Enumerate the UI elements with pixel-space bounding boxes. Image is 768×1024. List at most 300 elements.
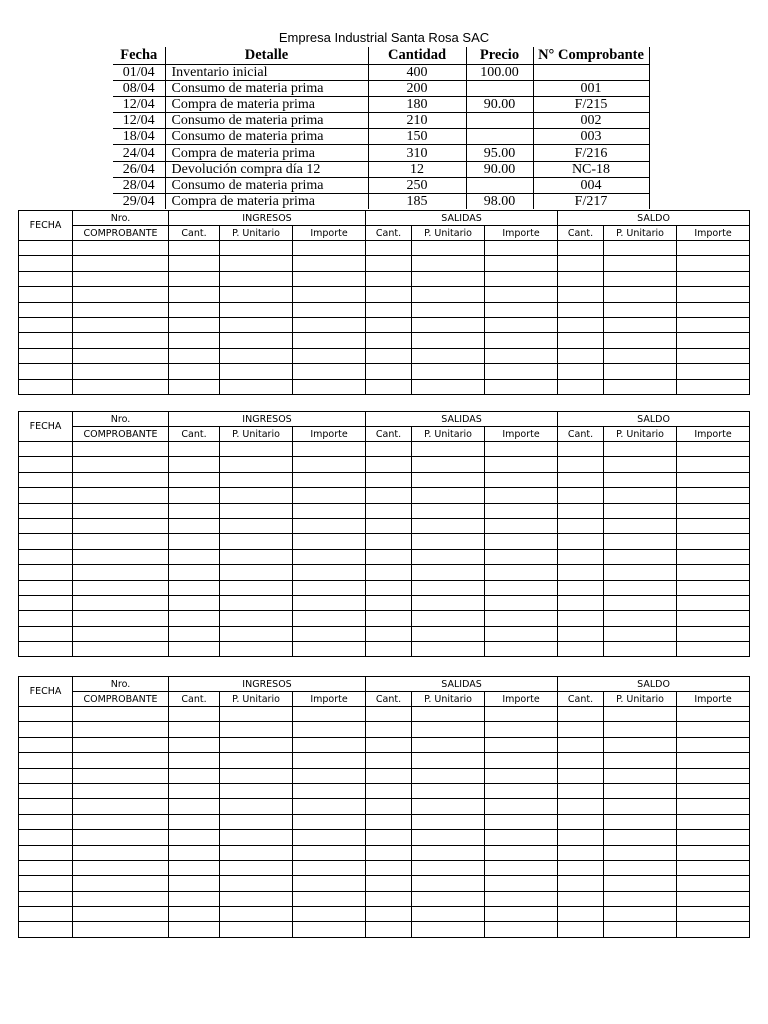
kardex-cell[interactable] [366,518,412,533]
kardex-cell[interactable] [412,241,485,256]
kardex-cell[interactable] [169,317,220,332]
kardex-cell[interactable] [412,256,485,271]
kardex-cell[interactable] [73,753,169,768]
kardex-cell[interactable] [169,707,220,722]
kardex-cell[interactable] [169,565,220,580]
kardex-cell[interactable] [169,457,220,472]
kardex-cell[interactable] [220,549,293,564]
kardex-cell[interactable] [73,256,169,271]
kardex-cell[interactable] [220,768,293,783]
kardex-cell[interactable] [220,379,293,394]
kardex-cell[interactable] [73,611,169,626]
kardex-cell[interactable] [412,364,485,379]
kardex-cell[interactable] [169,626,220,641]
kardex-cell[interactable] [220,348,293,363]
kardex-cell[interactable] [604,348,677,363]
kardex-cell[interactable] [19,814,73,829]
kardex-cell[interactable] [366,271,412,286]
kardex-cell[interactable] [169,549,220,564]
kardex-cell[interactable] [604,768,677,783]
kardex-cell[interactable] [73,922,169,937]
kardex-cell[interactable] [604,333,677,348]
kardex-cell[interactable] [604,565,677,580]
kardex-cell[interactable] [169,845,220,860]
kardex-cell[interactable] [19,907,73,922]
kardex-cell[interactable] [169,348,220,363]
kardex-cell[interactable] [412,379,485,394]
kardex-cell[interactable] [19,707,73,722]
kardex-cell[interactable] [604,611,677,626]
kardex-cell[interactable] [293,241,366,256]
kardex-cell[interactable] [677,348,750,363]
kardex-cell[interactable] [677,753,750,768]
kardex-cell[interactable] [558,333,604,348]
kardex-cell[interactable] [485,241,558,256]
kardex-cell[interactable] [412,565,485,580]
kardex-cell[interactable] [604,271,677,286]
kardex-cell[interactable] [604,799,677,814]
kardex-cell[interactable] [220,333,293,348]
kardex-cell[interactable] [677,595,750,610]
kardex-cell[interactable] [412,611,485,626]
kardex-cell[interactable] [73,642,169,657]
kardex-cell[interactable] [73,287,169,302]
kardex-cell[interactable] [220,876,293,891]
kardex-cell[interactable] [19,442,73,457]
kardex-cell[interactable] [169,642,220,657]
kardex-cell[interactable] [19,611,73,626]
kardex-cell[interactable] [73,302,169,317]
kardex-cell[interactable] [366,626,412,641]
kardex-cell[interactable] [293,534,366,549]
kardex-cell[interactable] [73,626,169,641]
kardex-cell[interactable] [19,457,73,472]
kardex-cell[interactable] [485,722,558,737]
kardex-cell[interactable] [169,442,220,457]
kardex-cell[interactable] [73,457,169,472]
kardex-cell[interactable] [220,457,293,472]
kardex-cell[interactable] [220,580,293,595]
kardex-cell[interactable] [73,364,169,379]
kardex-cell[interactable] [604,845,677,860]
kardex-cell[interactable] [220,783,293,798]
kardex-cell[interactable] [169,891,220,906]
kardex-cell[interactable] [558,534,604,549]
kardex-cell[interactable] [73,783,169,798]
kardex-cell[interactable] [485,907,558,922]
kardex-cell[interactable] [293,457,366,472]
kardex-cell[interactable] [677,518,750,533]
kardex-cell[interactable] [412,737,485,752]
kardex-cell[interactable] [412,457,485,472]
kardex-cell[interactable] [73,737,169,752]
kardex-cell[interactable] [366,891,412,906]
kardex-cell[interactable] [412,722,485,737]
kardex-cell[interactable] [293,271,366,286]
kardex-cell[interactable] [19,503,73,518]
kardex-cell[interactable] [19,271,73,286]
kardex-cell[interactable] [366,241,412,256]
kardex-cell[interactable] [677,457,750,472]
kardex-cell[interactable] [558,768,604,783]
kardex-cell[interactable] [485,256,558,271]
kardex-cell[interactable] [677,611,750,626]
kardex-cell[interactable] [293,580,366,595]
kardex-cell[interactable] [558,595,604,610]
kardex-cell[interactable] [19,626,73,641]
kardex-cell[interactable] [293,626,366,641]
kardex-cell[interactable] [558,457,604,472]
kardex-cell[interactable] [604,642,677,657]
kardex-cell[interactable] [293,472,366,487]
kardex-cell[interactable] [677,783,750,798]
kardex-cell[interactable] [677,799,750,814]
kardex-cell[interactable] [366,457,412,472]
kardex-cell[interactable] [604,488,677,503]
kardex-cell[interactable] [412,642,485,657]
kardex-cell[interactable] [485,503,558,518]
kardex-cell[interactable] [412,549,485,564]
kardex-cell[interactable] [366,737,412,752]
kardex-cell[interactable] [485,534,558,549]
kardex-cell[interactable] [220,472,293,487]
kardex-cell[interactable] [366,317,412,332]
kardex-cell[interactable] [293,830,366,845]
kardex-cell[interactable] [366,876,412,891]
kardex-cell[interactable] [558,348,604,363]
kardex-cell[interactable] [220,241,293,256]
kardex-cell[interactable] [677,768,750,783]
kardex-cell[interactable] [604,876,677,891]
kardex-cell[interactable] [412,580,485,595]
kardex-cell[interactable] [366,488,412,503]
kardex-cell[interactable] [220,722,293,737]
kardex-cell[interactable] [485,922,558,937]
kardex-cell[interactable] [412,534,485,549]
kardex-cell[interactable] [366,472,412,487]
kardex-cell[interactable] [677,241,750,256]
kardex-cell[interactable] [220,518,293,533]
kardex-cell[interactable] [558,503,604,518]
kardex-cell[interactable] [677,626,750,641]
kardex-cell[interactable] [293,814,366,829]
kardex-cell[interactable] [73,595,169,610]
kardex-cell[interactable] [604,753,677,768]
kardex-cell[interactable] [558,549,604,564]
kardex-cell[interactable] [169,333,220,348]
kardex-cell[interactable] [19,488,73,503]
kardex-cell[interactable] [19,565,73,580]
kardex-cell[interactable] [293,737,366,752]
kardex-cell[interactable] [412,317,485,332]
kardex-cell[interactable] [485,333,558,348]
kardex-cell[interactable] [558,707,604,722]
kardex-cell[interactable] [73,799,169,814]
kardex-cell[interactable] [73,503,169,518]
kardex-cell[interactable] [366,256,412,271]
kardex-cell[interactable] [412,845,485,860]
kardex-cell[interactable] [73,580,169,595]
kardex-cell[interactable] [220,271,293,286]
kardex-cell[interactable] [293,876,366,891]
kardex-cell[interactable] [19,549,73,564]
kardex-cell[interactable] [366,302,412,317]
kardex-cell[interactable] [677,876,750,891]
kardex-cell[interactable] [169,472,220,487]
kardex-cell[interactable] [169,860,220,875]
kardex-cell[interactable] [366,845,412,860]
kardex-cell[interactable] [485,287,558,302]
kardex-cell[interactable] [293,642,366,657]
kardex-cell[interactable] [293,348,366,363]
kardex-cell[interactable] [677,333,750,348]
kardex-cell[interactable] [19,534,73,549]
kardex-cell[interactable] [412,799,485,814]
kardex-cell[interactable] [73,768,169,783]
kardex-cell[interactable] [366,799,412,814]
kardex-cell[interactable] [169,783,220,798]
kardex-cell[interactable] [604,518,677,533]
kardex-cell[interactable] [604,783,677,798]
kardex-cell[interactable] [412,302,485,317]
kardex-cell[interactable] [169,922,220,937]
kardex-cell[interactable] [366,860,412,875]
kardex-cell[interactable] [19,799,73,814]
kardex-cell[interactable] [412,442,485,457]
kardex-cell[interactable] [169,256,220,271]
kardex-cell[interactable] [169,595,220,610]
kardex-cell[interactable] [485,611,558,626]
kardex-cell[interactable] [604,737,677,752]
kardex-cell[interactable] [293,595,366,610]
kardex-cell[interactable] [604,472,677,487]
kardex-cell[interactable] [19,768,73,783]
kardex-cell[interactable] [293,860,366,875]
kardex-cell[interactable] [558,814,604,829]
kardex-cell[interactable] [677,642,750,657]
kardex-cell[interactable] [169,580,220,595]
kardex-cell[interactable] [677,256,750,271]
kardex-cell[interactable] [485,830,558,845]
kardex-cell[interactable] [604,830,677,845]
kardex-cell[interactable] [558,891,604,906]
kardex-cell[interactable] [366,442,412,457]
kardex-cell[interactable] [73,876,169,891]
kardex-cell[interactable] [366,379,412,394]
kardex-cell[interactable] [220,907,293,922]
kardex-cell[interactable] [366,348,412,363]
kardex-cell[interactable] [366,549,412,564]
kardex-cell[interactable] [169,534,220,549]
kardex-cell[interactable] [220,860,293,875]
kardex-cell[interactable] [677,503,750,518]
kardex-cell[interactable] [485,737,558,752]
kardex-cell[interactable] [604,922,677,937]
kardex-cell[interactable] [485,845,558,860]
kardex-cell[interactable] [220,799,293,814]
kardex-cell[interactable] [19,580,73,595]
kardex-cell[interactable] [485,472,558,487]
kardex-cell[interactable] [485,549,558,564]
kardex-cell[interactable] [19,317,73,332]
kardex-cell[interactable] [412,287,485,302]
kardex-cell[interactable] [73,891,169,906]
kardex-cell[interactable] [485,876,558,891]
kardex-cell[interactable] [366,287,412,302]
kardex-cell[interactable] [604,364,677,379]
kardex-cell[interactable] [169,302,220,317]
kardex-cell[interactable] [558,753,604,768]
kardex-cell[interactable] [604,503,677,518]
kardex-cell[interactable] [604,457,677,472]
kardex-cell[interactable] [677,830,750,845]
kardex-cell[interactable] [412,814,485,829]
kardex-cell[interactable] [293,722,366,737]
kardex-cell[interactable] [73,241,169,256]
kardex-cell[interactable] [558,379,604,394]
kardex-cell[interactable] [19,364,73,379]
kardex-cell[interactable] [412,595,485,610]
kardex-cell[interactable] [366,830,412,845]
kardex-cell[interactable] [558,256,604,271]
kardex-cell[interactable] [412,271,485,286]
kardex-cell[interactable] [19,891,73,906]
kardex-cell[interactable] [293,364,366,379]
kardex-cell[interactable] [485,891,558,906]
kardex-cell[interactable] [220,737,293,752]
kardex-cell[interactable] [558,845,604,860]
kardex-cell[interactable] [19,241,73,256]
kardex-cell[interactable] [485,799,558,814]
kardex-cell[interactable] [366,503,412,518]
kardex-cell[interactable] [485,457,558,472]
kardex-cell[interactable] [19,595,73,610]
kardex-cell[interactable] [220,534,293,549]
kardex-cell[interactable] [485,302,558,317]
kardex-cell[interactable] [73,549,169,564]
kardex-cell[interactable] [485,814,558,829]
kardex-cell[interactable] [677,891,750,906]
kardex-cell[interactable] [220,891,293,906]
kardex-cell[interactable] [485,348,558,363]
kardex-cell[interactable] [677,722,750,737]
kardex-cell[interactable] [677,379,750,394]
kardex-cell[interactable] [558,830,604,845]
kardex-cell[interactable] [220,302,293,317]
kardex-cell[interactable] [677,860,750,875]
kardex-cell[interactable] [558,271,604,286]
kardex-cell[interactable] [485,580,558,595]
kardex-cell[interactable] [412,518,485,533]
kardex-cell[interactable] [366,580,412,595]
kardex-cell[interactable] [19,642,73,657]
kardex-cell[interactable] [604,626,677,641]
kardex-cell[interactable] [604,860,677,875]
kardex-cell[interactable] [73,442,169,457]
kardex-cell[interactable] [677,317,750,332]
kardex-cell[interactable] [293,442,366,457]
kardex-cell[interactable] [19,256,73,271]
kardex-cell[interactable] [485,626,558,641]
kardex-cell[interactable] [485,379,558,394]
kardex-cell[interactable] [19,472,73,487]
kardex-cell[interactable] [366,534,412,549]
kardex-cell[interactable] [412,907,485,922]
kardex-cell[interactable] [412,860,485,875]
kardex-cell[interactable] [220,814,293,829]
kardex-cell[interactable] [293,783,366,798]
kardex-cell[interactable] [293,287,366,302]
kardex-cell[interactable] [73,271,169,286]
kardex-cell[interactable] [19,783,73,798]
kardex-cell[interactable] [677,271,750,286]
kardex-cell[interactable] [558,364,604,379]
kardex-cell[interactable] [73,333,169,348]
kardex-cell[interactable] [19,830,73,845]
kardex-cell[interactable] [169,287,220,302]
kardex-cell[interactable] [293,503,366,518]
kardex-cell[interactable] [412,503,485,518]
kardex-cell[interactable] [169,768,220,783]
kardex-cell[interactable] [220,845,293,860]
kardex-cell[interactable] [485,364,558,379]
kardex-cell[interactable] [169,611,220,626]
kardex-cell[interactable] [677,302,750,317]
kardex-cell[interactable] [677,488,750,503]
kardex-cell[interactable] [73,814,169,829]
kardex-cell[interactable] [19,302,73,317]
kardex-cell[interactable] [220,364,293,379]
kardex-cell[interactable] [558,472,604,487]
kardex-cell[interactable] [558,626,604,641]
kardex-cell[interactable] [19,379,73,394]
kardex-cell[interactable] [169,799,220,814]
kardex-cell[interactable] [677,287,750,302]
kardex-cell[interactable] [366,565,412,580]
kardex-cell[interactable] [485,768,558,783]
kardex-cell[interactable] [169,364,220,379]
kardex-cell[interactable] [558,876,604,891]
kardex-cell[interactable] [19,333,73,348]
kardex-cell[interactable] [412,768,485,783]
kardex-cell[interactable] [604,379,677,394]
kardex-cell[interactable] [73,488,169,503]
kardex-cell[interactable] [19,518,73,533]
kardex-cell[interactable] [558,287,604,302]
kardex-cell[interactable] [366,707,412,722]
kardex-cell[interactable] [677,549,750,564]
kardex-cell[interactable] [73,830,169,845]
kardex-cell[interactable] [604,722,677,737]
kardex-cell[interactable] [366,907,412,922]
kardex-cell[interactable] [220,753,293,768]
kardex-cell[interactable] [220,642,293,657]
kardex-cell[interactable] [73,722,169,737]
kardex-cell[interactable] [366,333,412,348]
kardex-cell[interactable] [169,737,220,752]
kardex-cell[interactable] [412,707,485,722]
kardex-cell[interactable] [677,922,750,937]
kardex-cell[interactable] [366,595,412,610]
kardex-cell[interactable] [220,611,293,626]
kardex-cell[interactable] [558,611,604,626]
kardex-cell[interactable] [19,876,73,891]
kardex-cell[interactable] [169,830,220,845]
kardex-cell[interactable] [558,860,604,875]
kardex-cell[interactable] [73,518,169,533]
kardex-cell[interactable] [366,753,412,768]
kardex-cell[interactable] [19,737,73,752]
